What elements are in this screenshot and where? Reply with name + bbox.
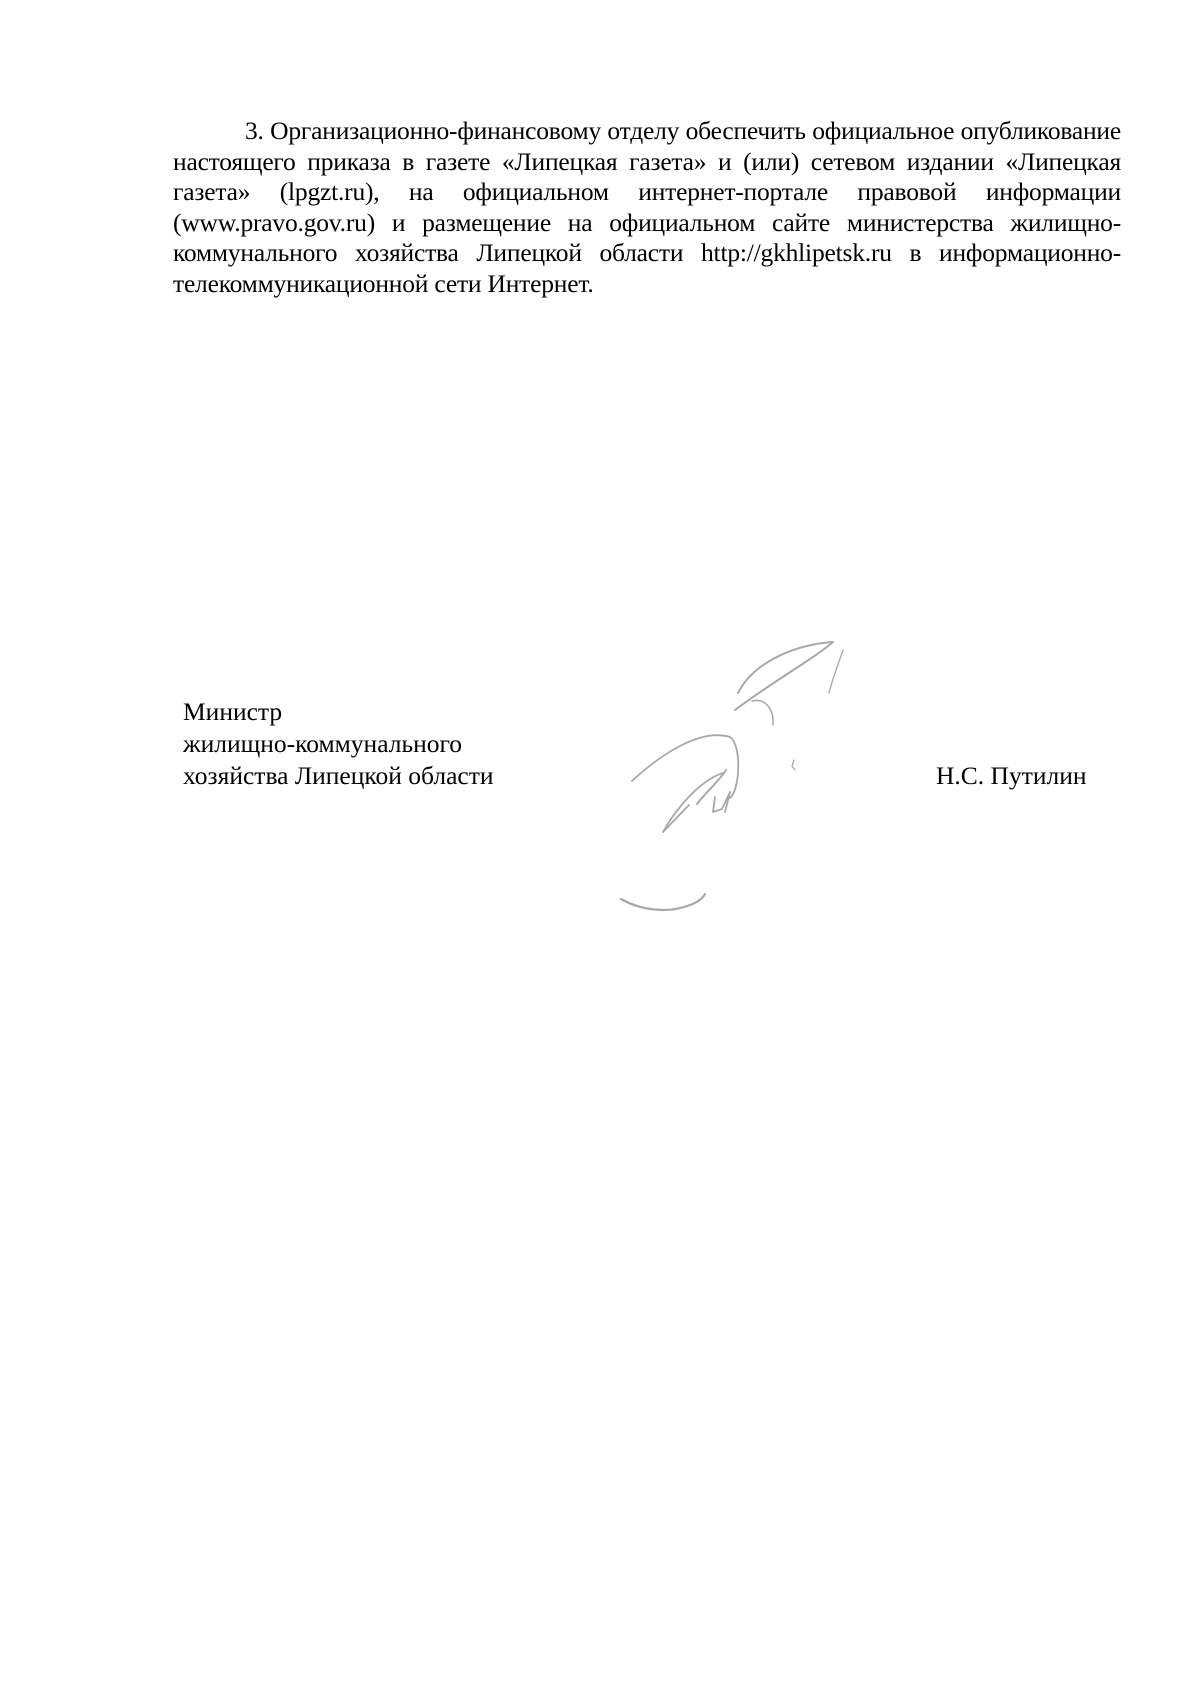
position-line-3: хозяйства Липецкой области	[183, 761, 494, 790]
signatory-name: Н.С. Путилин	[936, 761, 1087, 790]
signatory-position	[183, 696, 494, 792]
paragraph-3: 3. Организационно-финансовому отделу обеспечить официальное опубликование настоящего приказа в газете «Липецкая газета» и (или) сетевом издании «Липецкая газета» (lpgzt.ru), на официальном интернет-портале правовой информации (www.pravo.gov.ru) и размещение на официальном сайте министерства жилищно-коммунального хозяйства Липецкой области http://gkhlipetsk.ru в информационно-телекоммуникационной сети Интернет.	[173, 116, 1121, 298]
handwritten-signature-icon	[600, 620, 880, 930]
position-line-1: Министр	[183, 697, 283, 726]
position-line-2: жилищно-коммунального	[183, 729, 463, 758]
